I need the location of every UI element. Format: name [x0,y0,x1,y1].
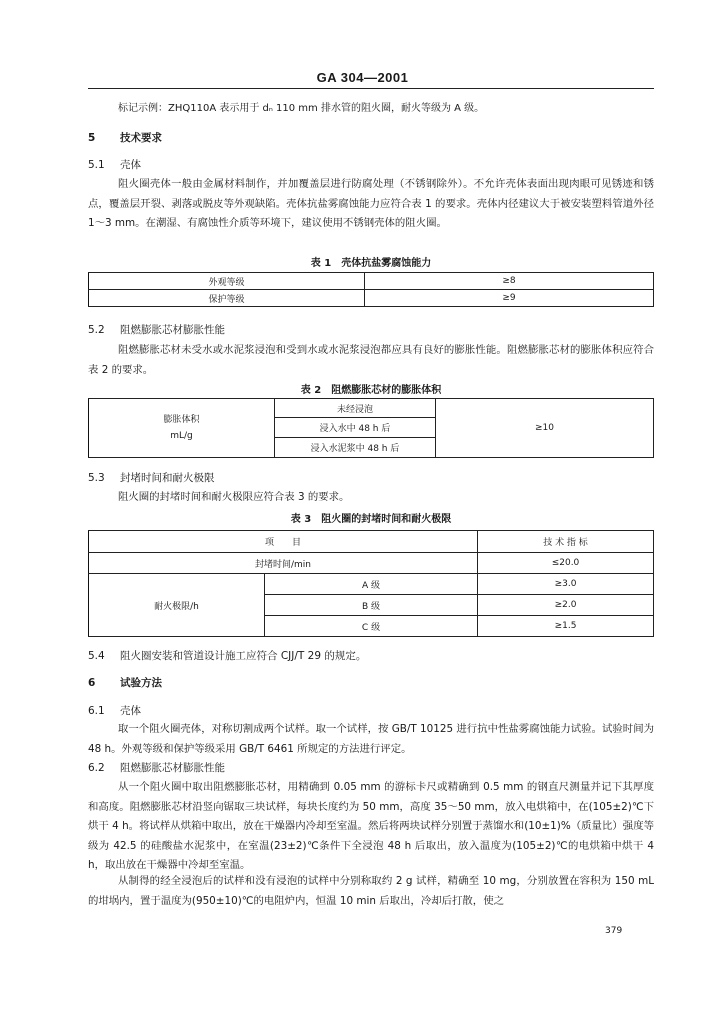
section-6-1-title: 壳体 [120,705,141,717]
table-3-grade-value: ≥2.0 [478,595,654,616]
table-2-left-cell [89,399,275,458]
table-row [89,290,654,307]
table-3-caption: 表 3 阻火圈的封堵时间和耐火极限 [290,514,452,525]
section-6-1-paragraph: 取一个阻火圈壳体，对称切割成两个试样。取一个试样，按 GB/T 10125 进行抗中性盐雾腐蚀能力试验。试验时间为 48 h。外观等级和保护等级采用 GB/T 6461 所规定的方法进行评定。 [88,723,654,755]
expansion-volume-unit: mL/g [170,431,193,441]
table-row [89,553,654,574]
marking-example-note: 标记示例：ZHQ110A 表示用于 dₙ 110 mm 排水管的阻火圈，耐火等级为 A 级。 [118,103,485,114]
expansion-volume-label: 膨胀体积 [163,415,200,425]
section-5-3-heading [88,470,215,485]
section-5-1-heading [88,157,141,172]
section-5-3-number: 5.3 [88,472,105,484]
section-6-title: 试验方法 [120,677,162,689]
table-row [89,531,654,553]
table-3-fire-label: 耐火极限/h [89,574,265,637]
section-5-2-paragraph: 阻燃膨胀芯材未受水或水泥浆浸泡和受到水或水泥浆浸泡都应具有良好的膨胀性能。阻燃膨胀芯材的膨胀体积应符合表 2 的要求。 [88,344,654,376]
section-5-3-paragraph: 阻火圈的封堵时间和耐火极限应符合表 3 的要求。 [118,491,350,503]
section-6-number: 6 [88,677,96,689]
table-3-header-item: 项 目 [89,531,478,553]
section-5-1-paragraph: 阻火圈壳体一般由金属材料制作，并加覆盖层进行防腐处理（不锈钢除外）。不允许壳体表面出现肉眼可见锈迹和锈点，覆盖层开裂、剥落或脱皮等外观缺陷。壳体抗盐雾腐蚀能力应符合表 1 的要求。壳体内径建议大于被安装塑料管道外径 1～3 mm。在潮湿、有腐蚀性介质等环境下，建议使用不锈钢壳体的阻火圈。 [88,178,654,229]
table-1-caption: 表 1 壳体抗盐雾腐蚀能力 [310,258,432,269]
table-3-grade-cell: C 级 [265,616,478,637]
table-3-grade-cell: A 级 [265,574,478,595]
section-5-number: 5 [88,132,96,144]
table-2 [88,398,654,458]
table-1-value-cell: ≥9 [365,290,654,307]
section-5-heading [88,130,162,145]
page-number: 379 [605,926,623,936]
table-2-value-cell: ≥10 [436,399,654,458]
table-1 [88,272,654,307]
table-3-grade-value: ≥1.5 [478,616,654,637]
section-6-heading [88,675,162,690]
table-3-grade-value: ≥3.0 [478,574,654,595]
section-5-4-text: 阻火圈安装和管道设计施工应符合 CJJ/T 29 的规定。 [120,650,367,662]
section-6-2-paragraph-2: 从制得的经全浸泡后的试样和没有浸泡的试样中分别称取约 2 g 试样，精确至 10 mg，分别放置在容积为 150 mL 的坩埚内，置于温度为(950±10)℃的电阻炉内，恒温 10 min 后取出，冷却后打散，使之 [88,875,654,907]
table-3-seal-label: 封堵时间/min [89,553,478,574]
section-6-2-number: 6.2 [88,762,105,774]
table-1-value-cell: ≥8 [365,273,654,290]
table-3-grade-cell: B 级 [265,595,478,616]
table-row [89,574,654,595]
table-2-condition-cell: 浸入水中 48 h 后 [275,418,436,438]
section-6-1-heading [88,703,141,718]
section-6-1-number: 6.1 [88,705,105,717]
table-2-caption: 表 2 阻燃膨胀芯材的膨胀体积 [300,385,442,396]
section-6-2-title: 阻燃膨胀芯材膨胀性能 [120,762,225,774]
table-3 [88,530,654,637]
standard-number-header: GA 304—2001 [316,70,409,85]
section-6-2-heading [88,760,225,775]
section-6-2-paragraph-1: 从一个阻火圈中取出阻燃膨胀芯材，用精确到 0.05 mm 的游标卡尺或精确到 0.5 mm 的钢直尺测量并记下其厚度和高度。阻燃膨胀芯材沿竖向锯取三块试样，每块长度约为 50 mm，高度 35～50 mm，放入电烘箱中，在(105±2)℃下烘干 4 h。将试样从烘箱中取出，放在干燥器内冷却至室温。然后将两块试样分别置于蒸馏水和(10±1)%（质量比）强度等级为 42.5 的硅酸盐水泥浆中，在室温(23±2)℃条件下全浸泡 48 h 后取出，放入温度为(105±2)℃的电烘箱中烘干 4 h，取出放在干燥器中冷却至室温。 [88,781,654,871]
section-5-3-title: 封堵时间和耐火极限 [120,472,215,484]
table-1-label-cell: 保护等级 [89,290,365,307]
section-5-1-number: 5.1 [88,159,105,171]
section-5-2-title: 阻燃膨胀芯材膨胀性能 [120,324,225,336]
section-5-title: 技术要求 [120,132,162,144]
table-2-condition-cell: 未经浸泡 [275,399,436,418]
table-row [89,399,654,418]
section-5-1-title: 壳体 [120,159,141,171]
section-5-2-heading [88,322,225,337]
table-1-label-cell: 外观等级 [89,273,365,290]
table-3-seal-value: ≤20.0 [478,553,654,574]
table-3-header-spec: 技 术 指 标 [478,531,654,553]
section-5-4-heading [88,648,366,663]
section-5-4-number: 5.4 [88,650,105,662]
header-divider [88,88,654,89]
table-2-condition-cell: 浸入水泥浆中 48 h 后 [275,438,436,458]
table-row [89,273,654,290]
section-5-2-number: 5.2 [88,324,105,336]
